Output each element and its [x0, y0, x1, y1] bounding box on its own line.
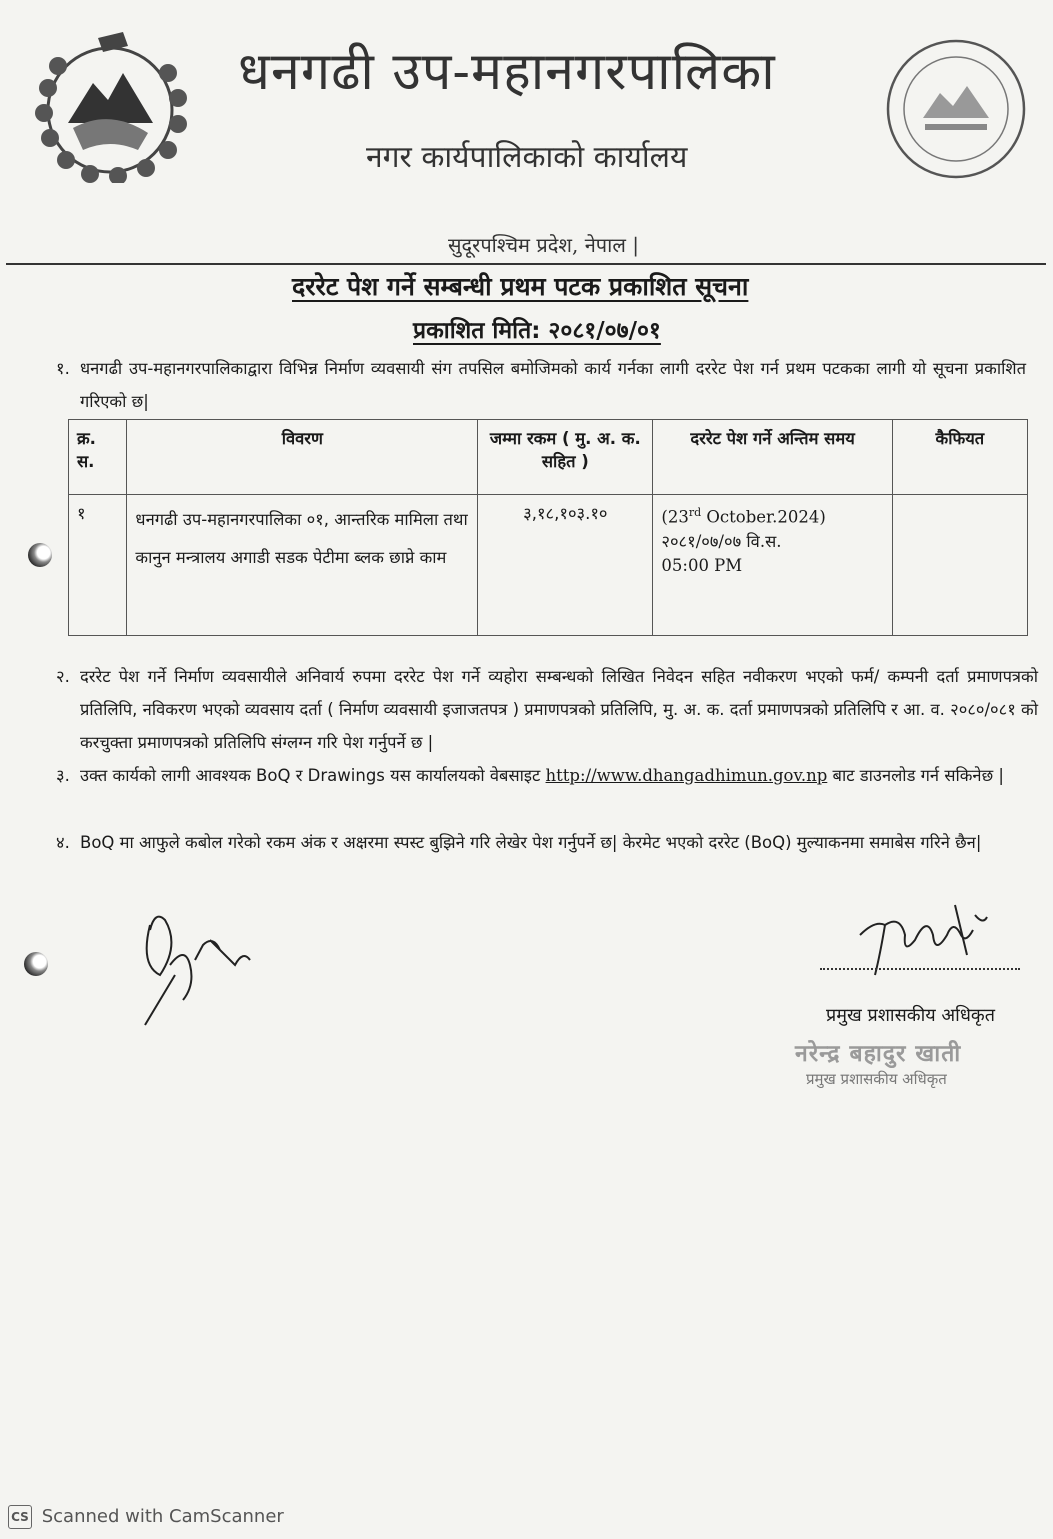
deadline-ordinal: rd [688, 506, 702, 519]
paragraph-3 [56, 759, 1038, 792]
signer-title: प्रमुख प्रशासकीय अधिकृत [826, 1005, 995, 1026]
right-signature-icon [855, 895, 995, 985]
publication-date: प्रकाशित मिति: २०८१/०७/०१ [413, 318, 661, 344]
deadline-time: 05:00 PM [661, 555, 743, 575]
paragraph-4 [56, 826, 1038, 859]
deadline-month: October.2024) [701, 507, 826, 527]
header-serial: क्र. स. [69, 420, 127, 495]
stamp-name: नरेन्द्र बहादुर खाती [795, 1041, 962, 1067]
deadline-day: (23 [661, 507, 689, 527]
paragraph-number: २. [56, 667, 70, 686]
paragraph-text: BoQ मा आफुले कबोल गरेको रकम अंक र अक्षरमा स्पस्ट बुझिने गरि लेखेर पेश गर्नुपर्ने छ| केरमेट भएको दररेट (BoQ) मुल्याकनमा समाबेस गरिने छैन| [80, 833, 982, 852]
scanner-watermark [8, 1505, 284, 1529]
table-row [69, 495, 1028, 636]
paragraph-text: बाट डाउनलोड गर्न सकिनेछ | [832, 766, 1004, 785]
cell-deadline [653, 495, 892, 636]
header-divider [6, 263, 1046, 265]
paragraph-2 [56, 660, 1038, 759]
paragraph-1 [56, 352, 1026, 418]
notice-title: दररेट पेश गर्ने सम्बन्धी प्रथम पटक प्रकाशित सूचना [292, 272, 749, 301]
header-remarks: कैफियत [892, 420, 1027, 495]
punch-hole [28, 543, 52, 567]
header-amount: जम्मा रकम ( मु. अ. क. सहित ) [478, 420, 653, 495]
paragraph-text: धनगढी उप-महानगरपालिकाद्वारा विभिन्न निर्माण व्यवसायी संग तपसिल बमोजिमको कार्य गर्नका लागी दररेट पेश गर्न प्रथम पटकका लागी यो सूचना प्रकाशित गरिएको छ| [80, 359, 1026, 411]
camscanner-logo-icon: CS [8, 1505, 32, 1529]
paragraph-text: दररेट पेश गर्ने निर्माण व्यवसायीले अनिवार्य रुपमा दररेट पेश गर्ने व्यहोरा सम्बन्धको लिखित निवेदन सहित नवीकरण भएको फर्म/ कम्पनी दर्ता प्रमाणपत्रको प्रतिलिपि, नविकरण भएको व्यवसाय दर्ता ( निर्माण व्यवसायी इजाजतपत्र ) प्रमाणपत्रको प्रतिलिपि, मु. अ. क. दर्ता प्रमाणपत्रको प्रतिलिपि र आ. व. २०८०/०८१ को करचुक्ता प्रमाणपत्रको प्रतिलिपि संग्लग्न गरि पेश गर्नुपर्ने छ | [80, 667, 1038, 752]
stamp-title: प्रमुख प्रशासकीय अधिकृत [806, 1070, 947, 1088]
nepal-emblem-icon [28, 28, 193, 183]
paragraph-text: उक्त कार्यको लागी आवश्यक BoQ र Drawings यस कार्यालयको वेबसाइट [80, 766, 541, 785]
paragraph-number: ४. [56, 833, 70, 852]
left-signature-icon [135, 905, 255, 1035]
website-link[interactable]: http://www.dhangadhimun.gov.np [545, 766, 828, 785]
cell-amount: ३,१८,१०३.१० [478, 495, 653, 636]
paragraph-number: १. [56, 359, 70, 378]
office-address: सुदूरपश्चिम प्रदेश, नेपाल | [448, 233, 639, 257]
header-deadline: दररेट पेश गर्ने अन्तिम समय [653, 420, 892, 495]
municipality-seal-icon [885, 38, 1027, 180]
paragraph-number: ३. [56, 766, 70, 785]
deadline-bs-date: २०८१/०७/०७ वि.स. [661, 531, 782, 551]
cell-remarks [892, 495, 1027, 636]
punch-hole [24, 952, 48, 976]
cell-serial: १ [69, 495, 127, 636]
table-header-row [69, 420, 1028, 495]
signature-line [820, 968, 1020, 970]
scanner-text: Scanned with CamScanner [41, 1506, 284, 1527]
cell-description: धनगढी उप-महानगरपालिका ०१, आन्तरिक मामिला तथा कानुन मन्त्रालय अगाडी सडक पेटीमा ब्लक छाप्ने काम [127, 495, 478, 636]
tender-table [68, 419, 1028, 636]
office-subtitle: नगर कार्यपालिकाको कार्यालय [366, 140, 688, 175]
office-name: धनगढी उप-महानगरपालिका [238, 42, 776, 102]
header-description: विवरण [127, 420, 478, 495]
